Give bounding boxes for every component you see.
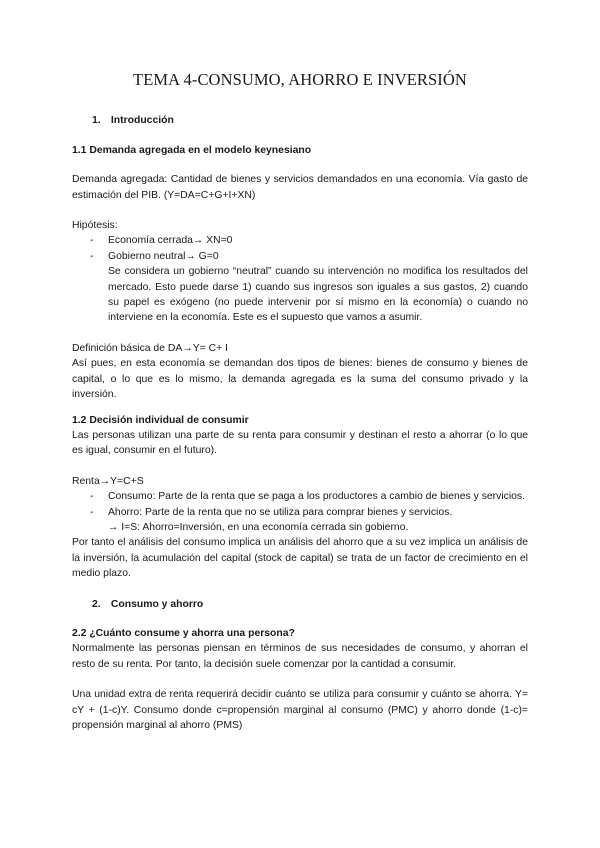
consumption-conclusion: Por tanto el análisis del consumo implica un análisis del ahorro que a su vez implica un análisis de la inversión, la acumulación del capital (stock de capital) se trata de un factor de crecimiento en el medio plazo. <box>72 537 528 580</box>
dash-bullet: - <box>90 250 94 262</box>
consumption-paragraph-2: Una unidad extra de renta requerirá decidir cuánto se utiliza para consumir y cuánto se ahorra. Y= cY + (1-c)Y. Consumo donde c=propensión marginal al consumo (PMC) y ahorro donde (1-c)= propensión marginal al ahorro (PMS) <box>72 689 528 731</box>
saving-investment-note: → I=S: Ahorro=Inversión, en una economía cerrada sin gobierno. <box>108 521 409 533</box>
subsection-2-2-heading: 2.2 ¿Cuánto consume y ahorra una persona? <box>72 627 295 639</box>
list-item: - Ahorro: Parte de la renta que no se utiliza para comprar bienes y servicios. <box>72 505 528 520</box>
demand-definition: Demanda agregada: Cantidad de bienes y servicios demandados en una economía. Vía gasto de estimación del PIB. (Y=DA=C+G+I+XN) <box>72 174 528 201</box>
page-title: TEMA 4-CONSUMO, AHORRO E INVERSIÓN <box>133 70 467 89</box>
subsection-1-1-heading: 1.1 Demanda agregada en el modelo keynesiano <box>72 144 312 156</box>
income-formula: Renta→Y=C+S <box>72 475 144 487</box>
list-item: - Consumo: Parte de la renta que se paga a los productores a cambio de bienes y servicios. <box>72 489 528 504</box>
section-2-title: Consumo y ahorro <box>110 598 204 610</box>
neutral-government-note: Se considera un gobierno “neutral” cuando su intervención no modifica los resultados del mercado. Esto puede darse 1) cuando sus ingresos son iguales a sus gastos, 2) cuando su papel es exógeno (no puede intervenir por sí mismo en la economía) o cuando no interviene en la economía. Este es el supuesto que vamos a asumir. <box>108 266 528 324</box>
list-item: - Economía cerrada→ XN=0 <box>72 233 528 248</box>
dash-bullet: - <box>90 506 94 518</box>
section-1-number: 1. <box>92 115 101 127</box>
basic-definition-text: Así pues, en esta economía se demandan dos tipos de bienes: bienes de consumo y bienes de capital, o lo que es lo mismo, la demanda agregada es la suma del consumo privado y la inversión. <box>72 358 528 401</box>
consumption-intro: Las personas utilizan una parte de su renta para consumir y destinan el resto a ahorrar (o lo que es igual, consumir en el futuro). <box>72 429 528 457</box>
section-2-heading <box>92 597 528 612</box>
hypotheses-label: Hipótesis: <box>72 220 118 232</box>
dash-bullet: - <box>90 491 94 503</box>
income-components-list <box>72 489 528 520</box>
subsection-1-2-heading: 1.2 Decisión individual de consumir <box>72 414 249 426</box>
basic-definition: Definición básica de DA→Y= C+ I <box>72 342 228 354</box>
hypotheses-list <box>72 233 528 264</box>
section-2-number: 2. <box>92 598 101 610</box>
dash-bullet: - <box>90 235 94 247</box>
consumption-paragraph-1: Normalmente las personas piensan en términos de sus necesidades de consumo, y ahorran el resto de su renta. Por tanto, la decisión suele comenzar por la cantidad a consumir. <box>72 643 528 670</box>
section-1-heading <box>92 113 528 128</box>
list-item: - Gobierno neutral→ G=0 <box>72 249 528 264</box>
section-1-title: Introducción <box>110 115 174 127</box>
